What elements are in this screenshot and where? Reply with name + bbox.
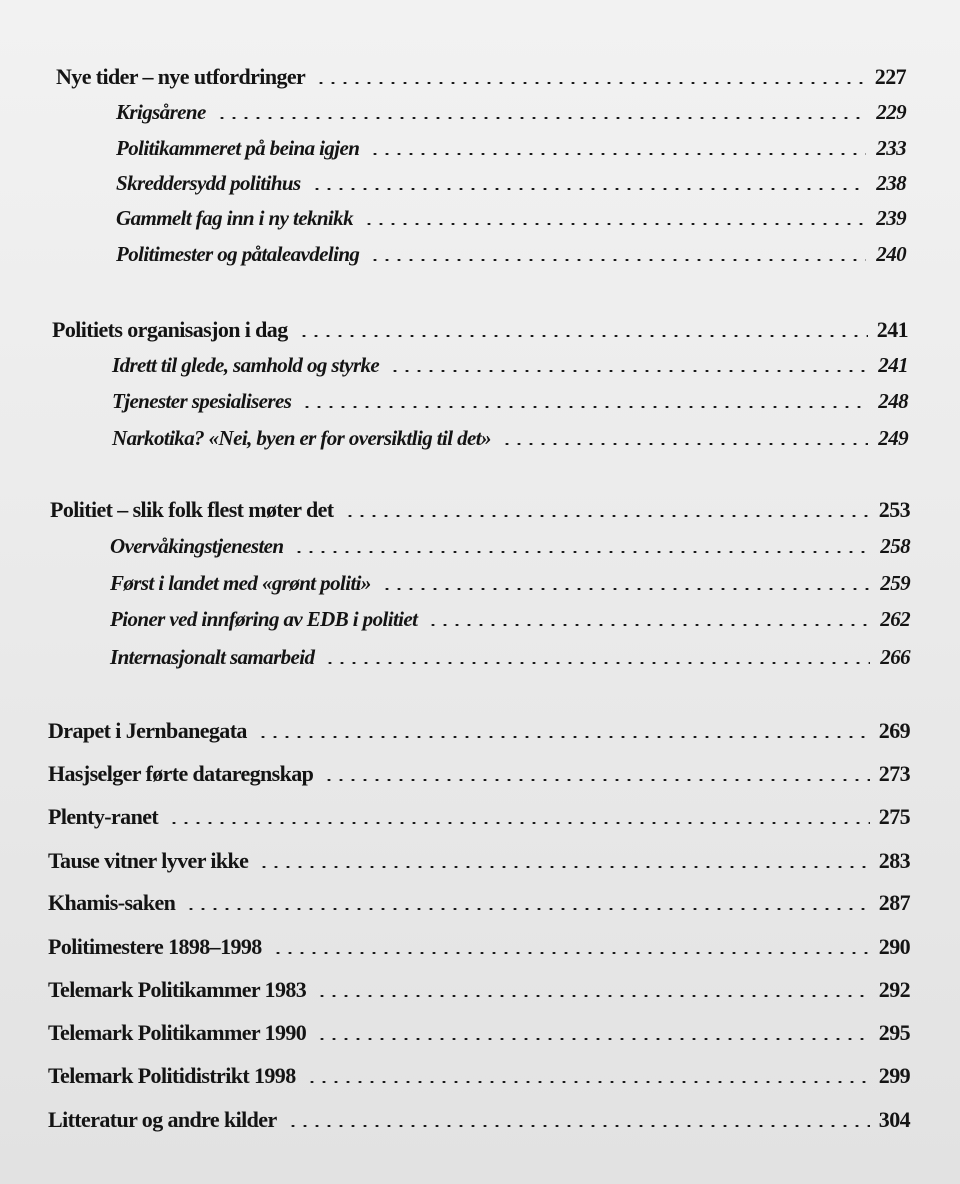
toc-chapter <box>48 840 910 874</box>
dot-leader <box>316 995 870 997</box>
toc-page-number: 238 <box>876 171 906 195</box>
toc-page-number: 233 <box>876 136 906 160</box>
dot-leader <box>369 153 866 155</box>
toc-page-number: 248 <box>878 389 908 413</box>
toc-entry-title: Gammelt fag inn i ny teknikk <box>116 206 353 230</box>
toc-page-number: 253 <box>878 497 910 522</box>
dot-leader <box>301 406 868 408</box>
toc-page-number: 304 <box>878 1107 910 1132</box>
toc-subentry <box>116 91 906 125</box>
dot-leader <box>324 662 870 664</box>
toc-entry-title: Først i landet med «grønt politi» <box>110 571 371 595</box>
toc-chapter <box>48 1012 910 1046</box>
dot-leader <box>427 624 870 626</box>
toc-entry-title: Politiet – slik folk flest møter det <box>50 497 334 522</box>
toc-page-number: 241 <box>876 317 908 342</box>
dot-leader <box>185 908 870 910</box>
dot-leader <box>306 1081 870 1083</box>
toc-subentry <box>116 197 906 231</box>
toc-page-number: 227 <box>874 64 906 89</box>
dot-leader <box>168 822 870 824</box>
toc-section-heading <box>56 56 906 90</box>
dot-leader <box>344 515 871 517</box>
dot-leader <box>257 736 870 738</box>
toc-entry-title: Overvåkingstjenesten <box>110 534 284 558</box>
toc-page-number: 266 <box>880 645 910 669</box>
toc-chapter <box>48 1055 910 1089</box>
dot-leader <box>381 588 870 590</box>
toc-entry-title: Politimester og påtaleavdeling <box>116 242 360 266</box>
toc-page-number: 249 <box>878 426 908 450</box>
toc-page-number: 275 <box>878 804 910 829</box>
toc-page-number: 290 <box>878 934 910 959</box>
dot-leader <box>298 335 868 337</box>
dot-leader <box>501 443 868 445</box>
toc-entry-title: Telemark Politidistrikt 1998 <box>48 1063 296 1088</box>
toc-entry-title: Telemark Politikammer 1990 <box>48 1020 307 1045</box>
toc-entry-title: Skreddersydd politihus <box>116 171 301 195</box>
toc-subentry <box>110 598 910 632</box>
toc-subentry <box>116 233 906 267</box>
dot-leader <box>389 370 868 372</box>
dot-leader <box>287 1125 870 1127</box>
dot-leader <box>315 82 866 84</box>
toc-page-number: 273 <box>878 761 910 786</box>
dot-leader <box>216 117 866 119</box>
toc-chapter <box>48 1099 910 1133</box>
toc-page-number: 240 <box>876 242 906 266</box>
dot-leader <box>316 1038 870 1040</box>
toc-chapter <box>48 926 910 960</box>
toc-entry-title: Politiets organisasjon i dag <box>52 317 288 342</box>
dot-leader <box>272 952 870 954</box>
toc-page-number: 239 <box>876 206 906 230</box>
toc-entry-title: Internasjonalt samarbeid <box>110 645 315 669</box>
toc-entry-title: Drapet i Jernbanegata <box>48 718 247 743</box>
toc-page-number: 259 <box>880 571 910 595</box>
toc-subentry <box>112 417 908 451</box>
dot-leader <box>369 259 866 261</box>
toc-subentry <box>110 525 910 559</box>
dot-leader <box>293 551 870 553</box>
toc-chapter <box>48 753 910 787</box>
toc-page-number: 262 <box>880 607 910 631</box>
toc-entry-title: Politikammeret på beina igjen <box>116 136 360 160</box>
toc-entry-title: Telemark Politikammer 1983 <box>48 977 307 1002</box>
toc-chapter <box>48 969 910 1003</box>
toc-subentry <box>116 162 906 196</box>
toc-page-number: 269 <box>878 718 910 743</box>
toc-page-number: 287 <box>878 890 910 915</box>
toc-page-number: 258 <box>880 534 910 558</box>
toc-subentry <box>110 562 910 596</box>
toc-entry-title: Idrett til glede, samhold og styrke <box>112 353 380 377</box>
toc-entry-title: Narkotika? «Nei, byen er for oversiktlig til det» <box>112 426 491 450</box>
toc-entry-title: Hasjselger førte dataregnskap <box>48 761 314 786</box>
toc-entry-title: Politimestere 1898–1998 <box>48 934 262 959</box>
toc-subentry <box>116 127 906 161</box>
toc-entry-title: Plenty-ranet <box>48 804 159 829</box>
toc-subentry <box>110 636 910 670</box>
toc-page-number: 241 <box>878 353 908 377</box>
toc-entry-title: Tjenester spesialiseres <box>112 389 292 413</box>
toc-entry-title: Krigsårene <box>116 100 206 124</box>
toc-section-heading <box>50 489 910 523</box>
toc-page-number: 229 <box>876 100 906 124</box>
dot-leader <box>363 223 866 225</box>
toc-entry-title: Litteratur og andre kilder <box>48 1107 277 1132</box>
toc-entry-title: Tause vitner lyver ikke <box>48 848 249 873</box>
toc-page-number: 295 <box>878 1020 910 1045</box>
toc-entry-title: Khamis-saken <box>48 890 176 915</box>
dot-leader <box>311 188 866 190</box>
toc-page-number: 299 <box>878 1063 910 1088</box>
toc-page-number: 283 <box>878 848 910 873</box>
toc-page-number: 292 <box>878 977 910 1002</box>
dot-leader <box>323 779 870 781</box>
toc-chapter <box>48 796 910 830</box>
toc-chapter <box>48 710 910 744</box>
toc-subentry <box>112 380 908 414</box>
dot-leader <box>258 866 870 868</box>
toc-chapter <box>48 882 910 916</box>
toc-entry-title: Pioner ved innføring av EDB i politiet <box>110 607 418 631</box>
toc-subentry <box>112 344 908 378</box>
toc-section-heading <box>52 309 908 343</box>
toc-entry-title: Nye tider – nye utfordringer <box>56 64 306 89</box>
